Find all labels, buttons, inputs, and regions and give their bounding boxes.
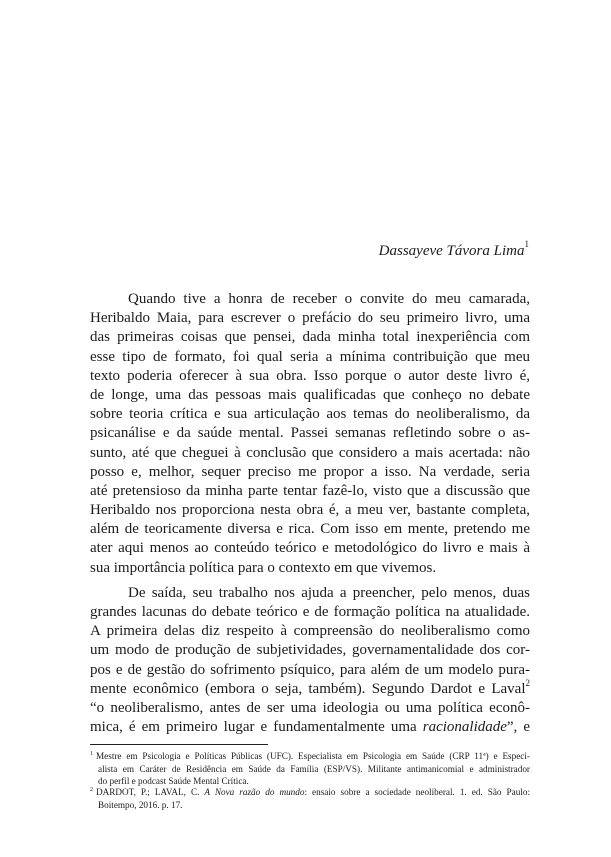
- text-line: pos e de gestão do sofrimento psíquico, para além de um modelo pura-: [90, 661, 530, 678]
- footnote-line: [90, 750, 530, 763]
- text-line: esse tipo de formato, foi qual seria a mínima contribuição que meu: [90, 348, 530, 365]
- text-line: Quando tive a honra de receber o convite do meu camarada,: [128, 291, 530, 307]
- text-line: A primeira delas diz respeito à compreensão do neoliberalismo como: [90, 623, 530, 640]
- text-segment: mica, é em primeiro lugar e fundamentalmente uma: [90, 719, 423, 736]
- text-line: sobre teoria crítica e sua articulação aos temas do neoliberalismo, da: [90, 406, 530, 423]
- text-line: “o neoliberalismo, antes de ser uma ideologia ou uma política econô-: [90, 699, 530, 716]
- text-line: de longe, uma das pessoas mais qualificadas que conheço no debate: [90, 386, 530, 403]
- text-line: psicanálise e da saúde mental. Passei semanas refletindo sobre o as-: [90, 425, 530, 442]
- paragraph-2: [90, 584, 530, 738]
- footnote-2: [90, 786, 530, 811]
- body-text: [90, 290, 530, 737]
- footnote-ref-2: 2: [525, 677, 530, 688]
- footnote-number: 1: [90, 750, 93, 757]
- text-line: até pretensioso da minha parte tentar fazê-lo, visto que a discussão que: [90, 482, 530, 499]
- text-line: De saída, seu trabalho nos ajuda a preencher, pelo menos, duas: [128, 584, 530, 601]
- text-line: sunto, até que cheguei à conclusão que considero a mais acertada: não: [90, 444, 530, 461]
- text-line: sua importância política para o contexto em que vivemos.: [90, 559, 437, 576]
- text-line: Heribaldo nos proporciona nesta obra é, a meu ver, bastante completa,: [90, 502, 530, 519]
- text-segment: DARDOT, P.; LAVAL, C.: [96, 787, 205, 797]
- text-line: ater aqui menos ao conteúdo teórico e metodológico do livro e mais à: [90, 540, 530, 557]
- emphasis-text: racionalidade: [422, 719, 507, 736]
- text-line: texto poderia oferecer à sua obra. Isso porque o autor deste livro é,: [90, 367, 530, 384]
- text-line: posso e, melhor, sequer preciso me propor a isso. Na verdade, seria: [90, 463, 530, 480]
- book-title: A Nova razão do mundo: [204, 787, 305, 797]
- author-byline: [379, 241, 529, 260]
- footnote-line: Boitempo, 2016. p. 17.: [98, 799, 183, 810]
- text-line: [90, 677, 530, 699]
- footnote-line: alista em Caráter de Residência em Saúde da Família (ESP/VS). Militante antimanicomial e administrador: [98, 763, 530, 774]
- paragraph-1: [90, 290, 530, 578]
- text-line: um modo de produção de subjetividades, governamentalidade dos cor-: [90, 642, 530, 659]
- text-line: [90, 718, 530, 737]
- text-segment: ”, e: [506, 719, 530, 736]
- text-line: grandes lacunas do debate teórico e de formação política na atualidade.: [90, 604, 530, 620]
- footnote-line: do perfil e podcast Saúde Mental Crítica.: [98, 776, 249, 786]
- text-line: além de teoricamente diversa e rica. Com isso em mente, pretendo me: [90, 521, 530, 538]
- text-segment: Mestre em Psicologia e Políticas Públicas (UFC). Especialista em Psicologia em Saúde (CRP 11ª) e Especi-: [96, 751, 530, 761]
- footnote-number: 2: [90, 786, 93, 793]
- text-segment: : ensaio sobre a sociedade neoliberal. 1. ed. São Paulo:: [304, 787, 531, 797]
- footnote-ref-1: 1: [524, 239, 529, 249]
- text-line: das primeiras coisas que pensei, dada minha total inexperiência com: [90, 329, 530, 346]
- text-segment: mente econômico (embora o seja, também). Segundo Dardot e Laval: [90, 680, 526, 697]
- footnote-line: [90, 786, 530, 799]
- footnote-1: [90, 750, 530, 788]
- author-name: Dassayeve Távora Lima: [378, 243, 525, 259]
- footnote-separator: [90, 744, 268, 745]
- text-line: Heribaldo Maia, para escrever o prefácio do seu primeiro livro, uma: [90, 310, 530, 327]
